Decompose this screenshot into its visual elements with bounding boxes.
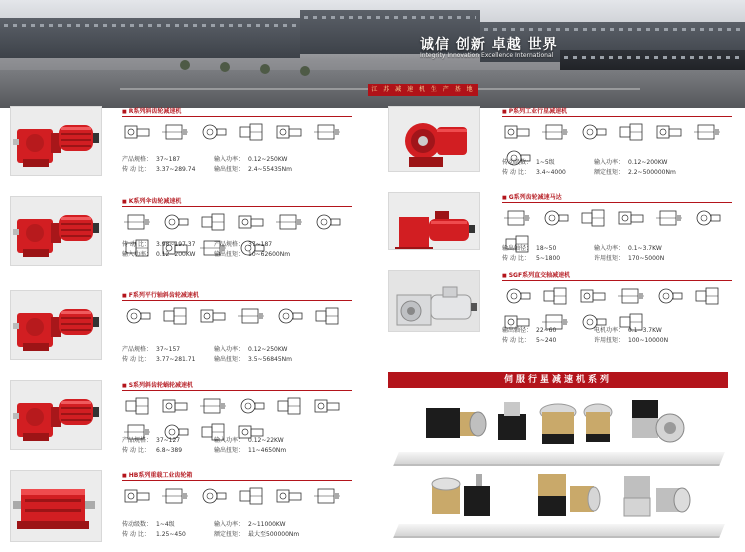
mounting-diagram [692,121,722,143]
spec-block [594,158,676,178]
series-diagrams [122,485,352,507]
mounting-diagram [692,285,722,307]
series-divider [122,390,352,391]
spec-label: 输入功率： [214,156,245,163]
mounting-diagram [616,207,646,229]
spec-value: 1~4级 [156,521,175,528]
spec-block [502,326,556,346]
spec-row [122,155,195,165]
mounting-diagram [236,485,266,507]
mounting-diagram [502,121,532,143]
series-divider [122,300,352,301]
mounting-diagram [198,211,228,233]
spec-value: 3.37~289.74 [156,166,196,173]
spec-row [122,436,182,446]
series-divider [502,280,732,281]
spec-value: 18~50 [536,245,557,252]
spec-label: 输入功率： [122,251,153,258]
mounting-diagram [236,211,266,233]
spec-label: 传 动 比： [502,255,530,262]
spec-value: 0.12~250KW [248,156,288,163]
mounting-diagram [160,305,190,327]
spec-label: 传动级数： [502,159,533,166]
spec-label: 传 动 比： [122,241,150,248]
spec-row [214,355,292,365]
series-divider [122,480,352,481]
servo-series-header: 伺服行星减速机系列 [388,372,728,388]
mounting-diagram [236,395,266,417]
mounting-diagram [616,121,646,143]
series-title-r: ■ R系列斜齿轮减速机 [122,106,181,115]
mounting-diagram [502,207,532,229]
spec-label: 许用扭矩： [594,337,625,344]
product-photo-hb [10,470,102,542]
spec-value: 0.12~200KW [628,159,668,166]
spec-label: 输入功率： [214,521,245,528]
spec-block [122,520,186,540]
spec-label: 传 动 比： [122,166,150,173]
spec-label: 输入功率： [594,245,625,252]
spec-value: 10~62600Nm [248,251,291,258]
spec-row [594,244,664,254]
series-title-p: ■ P系列工业行星减速机 [502,106,567,115]
mounting-diagram [578,207,608,229]
spec-row [594,336,668,346]
spec-block [122,155,195,175]
factory-building [0,18,300,58]
spec-block [594,244,664,264]
spec-block [502,158,566,178]
mounting-diagram [654,121,684,143]
spec-label: 输出扭矩： [214,166,245,173]
mounting-diagram [274,211,304,233]
mounting-diagram [312,305,342,327]
spec-value: 2~11000KW [248,521,286,528]
spec-row [214,520,299,530]
mounting-diagram [540,207,570,229]
spec-label: 输出轴径： [502,327,533,334]
mounting-diagram [160,485,190,507]
series-divider [122,206,352,207]
servo-gearbox-row-1 [420,394,720,456]
spec-row [502,244,560,254]
mounting-diagram [274,121,304,143]
mounting-diagram [540,285,570,307]
spec-label: 传 动 比： [502,337,530,344]
spec-value: 170~5000N [628,255,665,262]
mounting-diagram [122,395,152,417]
product-photo-g [388,192,480,250]
spec-row [502,336,556,346]
mounting-diagram [312,211,342,233]
spec-value: 22~60 [536,327,557,334]
spec-value: 100~10000N [628,337,669,344]
spec-value: 6.8~389 [156,447,183,454]
mounting-diagram [578,285,608,307]
mounting-diagram [122,305,152,327]
mounting-diagram [654,207,684,229]
spec-block [214,436,286,456]
spec-label: 产品规格： [122,346,153,353]
series-diagrams [122,121,352,143]
spec-block [214,155,292,175]
spec-value: 1.25~450 [156,531,186,538]
spec-value: 37~127 [156,437,181,444]
mounting-diagram [122,121,152,143]
mounting-diagram [274,305,304,327]
banner-slogan-en: Integrity Innovation Excellence International [420,52,554,59]
spec-value: 0.1~3.7KW [628,327,662,334]
mounting-diagram [578,121,608,143]
spec-label: 传 动 比： [122,356,150,363]
spec-row [214,345,292,355]
mounting-diagram [198,121,228,143]
series-diagrams [122,305,352,327]
mounting-diagram [312,485,342,507]
spec-label: 额定扭矩： [594,169,625,176]
series-title-sgf: ■ SGF系列直交轴减速机 [502,270,570,279]
series-title-hb: ■ HB系列重载工业齿轮箱 [122,470,192,479]
spec-value: 3.5~56845Nm [248,356,292,363]
spec-block [214,345,292,365]
spec-row [122,165,195,175]
mounting-diagram [540,121,570,143]
spec-label: 输入功率： [594,159,625,166]
series-divider [502,116,732,117]
mounting-diagram [236,305,266,327]
series-divider [122,116,352,117]
mounting-diagram [654,285,684,307]
spec-label: 产品规格： [122,437,153,444]
spec-label: 输出扭矩： [214,251,245,258]
spec-row [214,155,292,165]
series-title-g: ■ G系列齿轮减速马达 [502,192,562,201]
spec-row [122,240,196,250]
product-photo-p [388,106,480,172]
spec-value: 5~240 [536,337,557,344]
servo-gearbox-row-2 [420,466,720,528]
mounting-diagram [502,285,532,307]
spec-row [214,446,286,456]
spec-row [214,240,290,250]
mounting-diagram [122,211,152,233]
spec-value: 11~4650Nm [248,447,287,454]
spec-label: 许用扭矩： [594,255,625,262]
spec-row [122,250,196,260]
spec-row [214,436,286,446]
spec-label: 输入功率： [214,437,245,444]
product-photo-s [10,380,102,450]
product-photo-r [10,106,102,176]
spec-value: 3.98~197.37 [156,241,196,248]
product-photo-sgf [388,270,480,332]
spec-value: 0.12~200KW [156,251,196,258]
series-title-k: ■ K系列伞齿轮减速机 [122,196,181,205]
series-title-s: ■ S系列斜齿轮蜗轮减速机 [122,380,193,389]
mounting-diagram [198,485,228,507]
spec-label: 传动级数： [122,521,153,528]
spec-row [122,345,195,355]
spec-label: 产品规格： [122,156,153,163]
mounting-diagram [160,395,190,417]
spec-value: 1~5级 [536,159,555,166]
spec-label: 传 动 比： [122,447,150,454]
spec-value: 0.12~250KW [248,346,288,353]
spec-value: 3.77~281.71 [156,356,196,363]
spec-value: 37~157 [156,346,181,353]
spec-value: 2.2~500000Nm [628,169,676,176]
spec-value: 2.4~55435Nm [248,166,292,173]
spec-row [594,168,676,178]
spec-row [214,530,299,540]
spec-row [594,326,668,336]
spec-label: 产品规格： [214,241,245,248]
mounting-diagram [616,285,646,307]
spec-block [594,326,668,346]
spec-value: 37~187 [248,241,273,248]
spec-row [594,254,664,264]
spec-value: 3.4~4000 [536,169,566,176]
mounting-diagram [160,211,190,233]
spec-block [502,244,560,264]
mounting-diagram [312,395,342,417]
mounting-diagram [198,305,228,327]
spec-row [214,250,290,260]
mounting-diagram [692,207,722,229]
factory-banner [0,0,745,108]
spec-label: 输出扭矩： [214,356,245,363]
banner-slogan: 诚信 创新 卓越 世界 [420,37,558,53]
spec-block [122,240,196,260]
product-photo-f [10,290,102,360]
spec-block [214,240,290,260]
spec-label: 传 动 比： [122,531,150,538]
spec-label: 输出扭矩： [214,447,245,454]
spec-row [122,355,195,365]
series-divider [502,202,732,203]
spec-label: 传 动 比： [502,169,530,176]
spec-block [122,436,182,456]
series-title-f: ■ F系列平行轴斜齿轮减速机 [122,290,199,299]
spec-value: 0.12~22KW [248,437,284,444]
spec-row [122,446,182,456]
mounting-diagram [160,121,190,143]
mounting-diagram [312,121,342,143]
spec-label: 输出轴径： [502,245,533,252]
spec-block [214,520,299,540]
spec-value: 37~187 [156,156,181,163]
spec-row [122,520,186,530]
spec-row [502,168,566,178]
spec-row [122,530,186,540]
product-photo-k [10,196,102,266]
spec-row [502,158,566,168]
spec-value: 5~1800 [536,255,561,262]
spec-block [122,345,195,365]
banner-red-bar: 江 苏 减 速 机 生 产 基 地 [368,84,478,96]
spec-value: 最大至500000Nm [248,531,300,538]
spec-row [214,165,292,175]
spec-value: 0.1~3.7KW [628,245,662,252]
spec-label: 输入功率： [214,346,245,353]
spec-row [502,326,556,336]
spec-row [502,254,560,264]
mounting-diagram [274,485,304,507]
mounting-diagram [198,395,228,417]
spec-label: 电机功率： [594,327,625,334]
spec-label: 额定扭矩： [214,531,245,538]
mounting-diagram [122,485,152,507]
mounting-diagram [236,121,266,143]
spec-row [594,158,676,168]
mounting-diagram [274,395,304,417]
